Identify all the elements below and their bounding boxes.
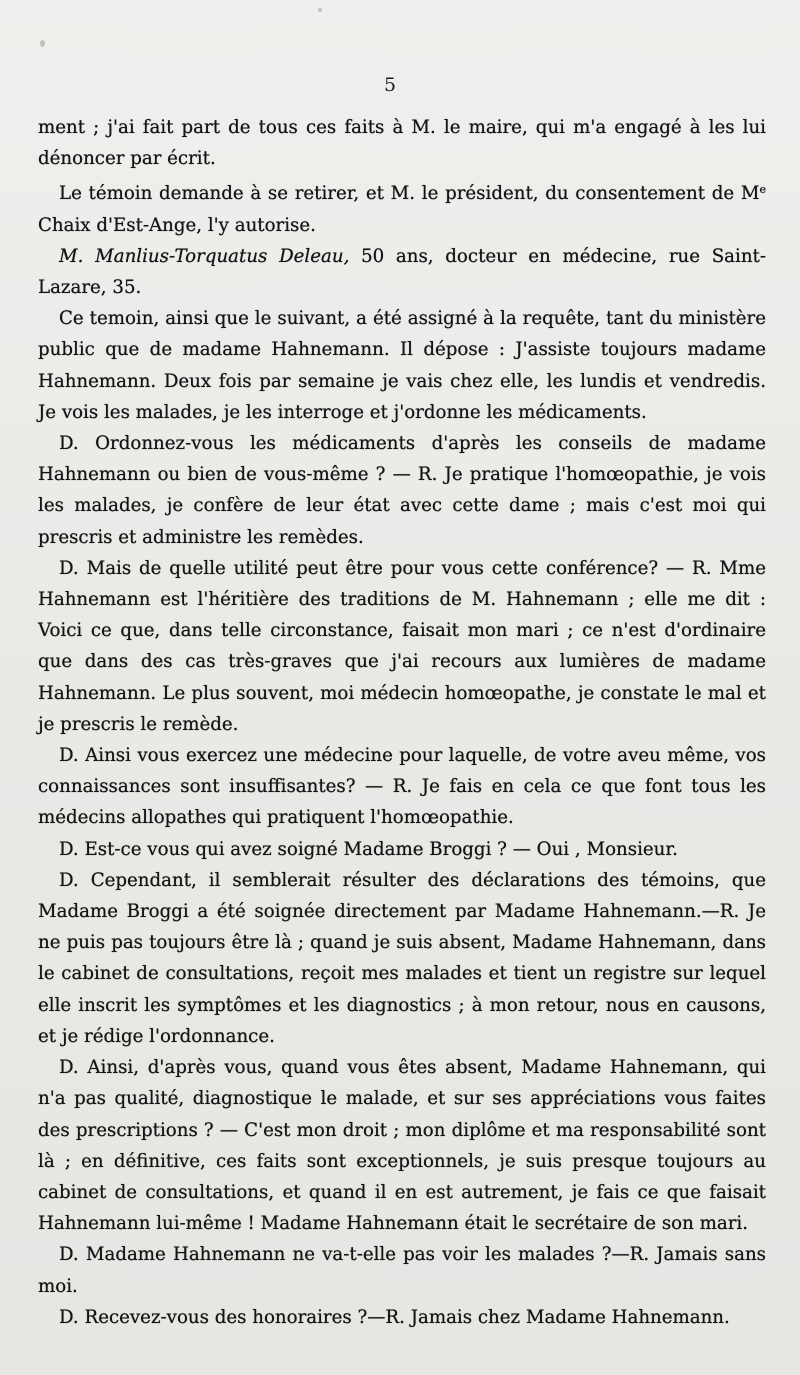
paragraph: D. Madame Hahnemann ne va-t-elle pas voir les malades ?—R. Jamais sans moi. (38, 1244, 766, 1297)
paragraph: D. Ainsi vous exercez une médecine pour laquelle, de votre aveu même, vos connaissances sont insuffisantes? — R. Je fais en cela ce que font tous les médecins allopathes qui pratiquent l'homœopathie. (38, 745, 766, 829)
paragraph: D. Recevez-vous des honoraires ?—R. Jamais chez Madame Hahnemann. (59, 1306, 730, 1328)
paragraph: Ce temoin, ainsi que le suivant, a été assigné à la requête, tant du ministère public que de madame Hahnemann. Il dépose : J'assiste toujours madame Hahnemann. Deux fois par semaine je vais chez elle, les lundis et vendredis. Je vois les malades, je les interroge et j'ordonne les médicaments. (38, 308, 766, 423)
paragraph (38, 241, 766, 303)
paragraph: D. Ainsi, d'après vous, quand vous êtes absent, Madame Hahnemann, qui n'a pas qualité, diagnostique le malade, et sur ses appréciations vous faites des prescriptions ? — C'est mon droit ; mon diplôme et ma responsabilité sont là ; en définitive, ces faits sont exceptionnels, je suis presque toujours au cabinet de consultations, et quand il en est autrement, je fais ce que faisait Hahnemann lui-même ! Madame Hahnemann était le secrétaire de son mari. (38, 1057, 766, 1235)
page-number: 5 (383, 74, 397, 96)
paragraph (38, 174, 766, 240)
paragraph-text: Le témoin demande à se retirer, et M. le président, du consentement de M (59, 183, 760, 205)
paragraph: D. Ordonnez-vous les médicaments d'après les conseils de madame Hahnemann ou bien de vous-même ? — R. Je pratique l'homœopathie, je vois les malades, je confère de leur état avec cette dame ; mais c'est moi qui prescris et administre les remèdes. (38, 433, 766, 548)
ink-speck (40, 40, 45, 47)
paragraph: ment ; j'ai fait part de tous ces faits à M. le maire, qui m'a engagé à les lui dénoncer par écrit. (38, 117, 766, 170)
paragraph-text: Chaix d'Est-Ange, l'y autorise. (38, 214, 316, 236)
paragraph: D. Cependant, il semblerait résulter des déclarations des témoins, que Madame Broggi a été soignée directement par Madame Hahnemann.—R. Je ne puis pas toujours être là ; quand je suis absent, Madame Hahnemann, dans le cabinet de consultations, reçoit mes malades et tient un registre sur lequel elle inscrit les symptômes et les diagnostics ; à mon retour, nous en causons, et je rédige l'ordonnance. (38, 869, 766, 1047)
body-text (38, 112, 766, 1333)
witness-name: M. Manlius-Torquatus Deleau, (59, 245, 350, 267)
superscript: e (759, 183, 766, 197)
ink-speck (318, 8, 322, 12)
paragraph: D. Mais de quelle utilité peut être pour vous cette conférence? — R. Mme Hahnemann est l'héritière des traditions de M. Hahnemann ; elle me dit : Voici ce que, dans telle circonstance, faisait mon mari ; ce n'est d'ordinaire que dans des cas très-graves que j'ai recours aux lumières de madame Hahnemann. Le plus souvent, moi médecin homœopathe, je constate le mal et je prescris le remède. (38, 557, 766, 735)
paragraph-text: 50 ans, docteur en médecine, rue Saint-Lazare, 35. (38, 245, 766, 299)
paragraph: D. Est-ce vous qui avez soigné Madame Broggi ? — Oui , Monsieur. (59, 838, 678, 860)
